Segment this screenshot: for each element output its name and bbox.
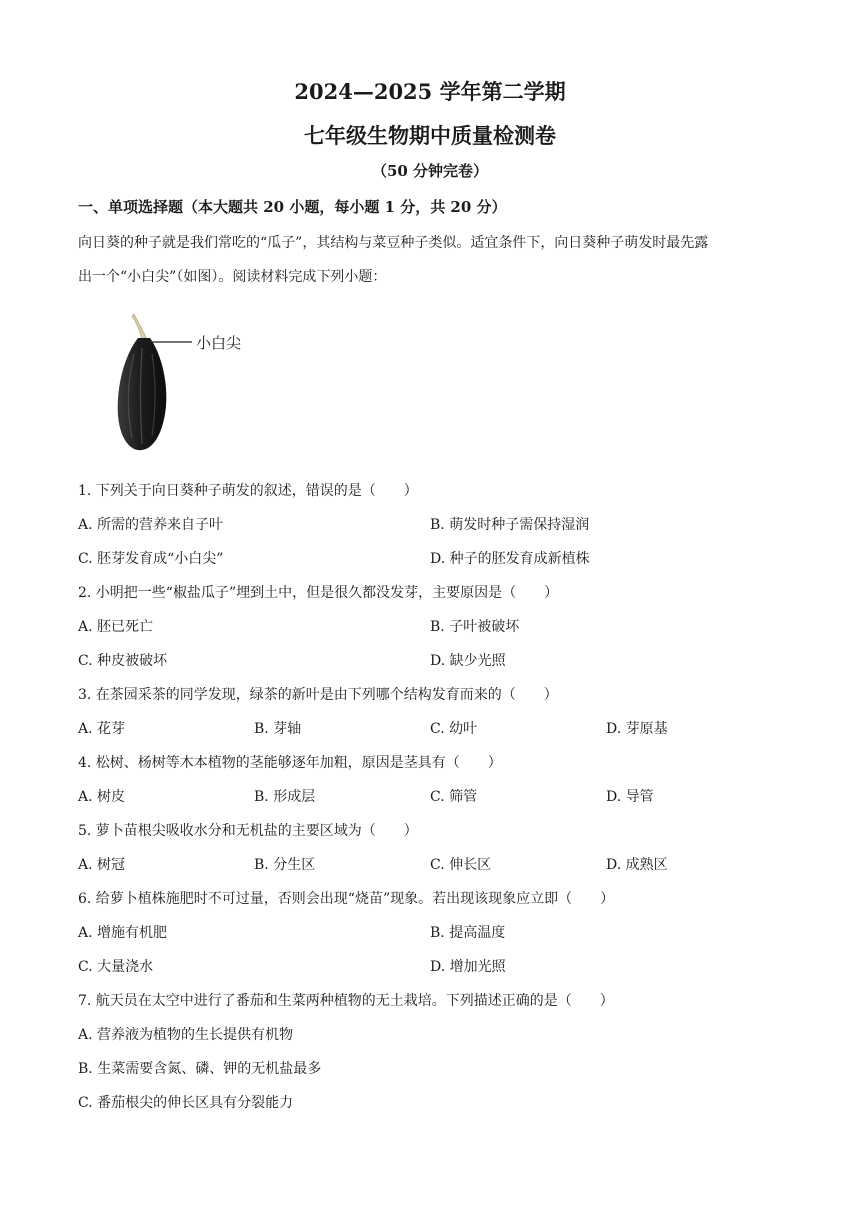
question-1-option-c: C. 胚芽发育成“小白尖” — [78, 551, 224, 567]
question-2-option-a: A. 胚已死亡 — [78, 619, 154, 635]
question-3-option-a: A. 花芽 — [78, 721, 126, 737]
question-6-option-d: D. 增加光照 — [430, 959, 506, 975]
question-2-option-d: D. 缺少光照 — [430, 653, 506, 669]
question-1-option-d: D. 种子的胚发育成新植株 — [430, 551, 590, 567]
question-5-stem: 5. 萝卜苗根尖吸收水分和无机盐的主要区域为（ ） — [78, 823, 418, 839]
intro-line-2: 出一个“小白尖”（如图）。阅读材料完成下列小题： — [78, 269, 387, 285]
exam-duration: （50 分钟完卷） — [371, 162, 489, 180]
question-5-option-c: C. 伸长区 — [430, 857, 492, 873]
question-7-option-a: A. 营养液为植物的生长提供有机物 — [78, 1027, 294, 1043]
question-1-option-a: A. 所需的营养来自子叶 — [78, 517, 224, 533]
section-heading: 一、单项选择题（本大题共 20 小题，每小题 1 分，共 20 分） — [78, 198, 507, 216]
question-7-option-c: C. 番茄根尖的伸长区具有分裂能力 — [78, 1095, 294, 1111]
question-4-option-b: B. 形成层 — [254, 789, 316, 805]
question-5-option-d: D. 成熟区 — [606, 857, 668, 873]
question-6-option-b: B. 提高温度 — [430, 925, 506, 941]
exam-title-subject: 七年级生物期中质量检测卷 — [304, 123, 556, 148]
question-4-option-c: C. 筛管 — [430, 789, 478, 805]
exam-title-term: 2024—2025 学年第二学期 — [294, 79, 566, 104]
question-2-stem: 2. 小明把一些“椒盐瓜子”埋到土中，但是很久都没发芽，主要原因是（ ） — [78, 585, 559, 601]
question-5-option-b: B. 分生区 — [254, 857, 316, 873]
question-4-option-a: A. 树皮 — [78, 789, 126, 805]
question-3-option-b: B. 芽轴 — [254, 721, 302, 737]
question-4-option-d: D. 导管 — [606, 789, 654, 805]
question-6-option-a: A. 增施有机肥 — [78, 925, 168, 941]
question-2-option-b: B. 子叶被破坏 — [430, 619, 520, 635]
question-5-option-a: A. 树冠 — [78, 857, 126, 873]
question-7-stem: 7. 航天员在太空中进行了番茄和生菜两种植物的无土栽培。下列描述正确的是（ ） — [78, 993, 614, 1009]
intro-line-1: 向日葵的种子就是我们常吃的“瓜子”，其结构与菜豆种子类似。适宜条件下，向日葵种子萌发时最先露 — [78, 235, 709, 251]
question-3-option-c: C. 幼叶 — [430, 721, 478, 737]
question-3-stem: 3. 在茶园采茶的同学发现，绿茶的新叶是由下列哪个结构发育而来的（ ） — [78, 687, 558, 703]
question-3-option-d: D. 芽原基 — [606, 721, 668, 737]
question-6-stem: 6. 给萝卜植株施肥时不可过量，否则会出现“烧苗”现象。若出现该现象应立即（ ） — [78, 891, 615, 907]
question-2-option-c: C. 种皮被破坏 — [78, 653, 168, 669]
question-1-stem: 1. 下列关于向日葵种子萌发的叙述，错误的是（ ） — [78, 483, 418, 499]
figure-label: 小白尖 — [196, 334, 242, 352]
question-1-option-b: B. 萌发时种子需保持湿润 — [430, 517, 590, 533]
sunflower-seed-icon — [108, 308, 268, 458]
question-4-stem: 4. 松树、杨树等木本植物的茎能够逐年加粗，原因是茎具有（ ） — [78, 755, 502, 771]
question-7-option-b: B. 生菜需要含氮、磷、钾的无机盐最多 — [78, 1061, 322, 1077]
question-6-option-c: C. 大量浇水 — [78, 959, 154, 975]
